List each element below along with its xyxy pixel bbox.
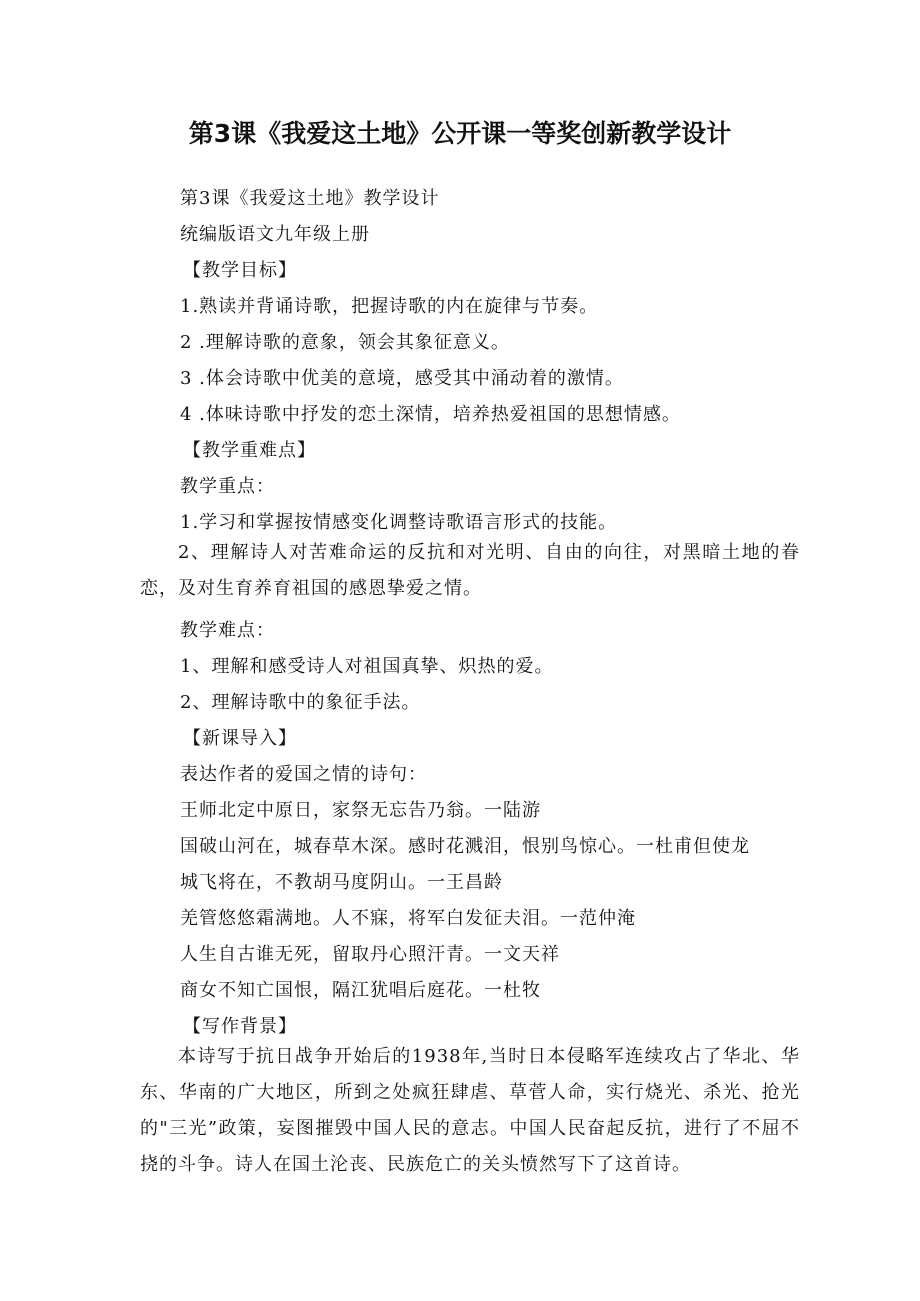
intro-lead: 表达作者的爱国之情的诗句： <box>180 764 427 785</box>
key-points-heading: 【教学重难点】 <box>183 440 316 461</box>
poem-line: 商女不知亡国恨，隔江犹唱后庭花。一杜牧 <box>180 980 541 1001</box>
goal-item: 4 .体味诗歌中抒发的恋土深情，培养热爱祖国的思想情感。 <box>180 404 681 425</box>
poem-line: 国破山河在，城春草木深。感时花溅泪，恨别鸟惊心。一杜甫但使龙 <box>180 836 750 857</box>
intro-heading: 【新课导入】 <box>183 728 297 749</box>
focus-item: 1.学习和掌握按情感变化调整诗歌语言形式的技能。 <box>180 512 618 533</box>
poem-line: 王师北定中原日，家祭无忘告乃翁。一陆游 <box>180 800 541 821</box>
textbook-edition: 统编版语文九年级上册 <box>180 224 370 245</box>
poem-line: 城飞将在，不教胡马度阴山。一王昌龄 <box>180 872 503 893</box>
goal-item: 2 .理解诗歌的意象，领会其象征意义。 <box>180 332 510 353</box>
goal-item: 3 .体会诗歌中优美的意境，感受其中涌动着的激情。 <box>180 368 624 389</box>
goals-heading: 【教学目标】 <box>183 260 297 281</box>
background-heading: 【写作背景】 <box>183 1016 297 1037</box>
poem-line: 人生自古谁无死，留取丹心照汗青。一文天祥 <box>180 944 560 965</box>
goal-item: 1.熟读并背诵诗歌，把握诗歌的内在旋律与节奏。 <box>180 296 599 317</box>
focus-label: 教学重点： <box>180 476 275 497</box>
lesson-subtitle: 第3课《我爱这土地》教学设计 <box>180 188 440 209</box>
focus-item: 2、理解诗人对苦难命运的反抗和对光明、自由的向往，对黑暗土地的眷恋，及对生育养育祖国的感恩挚爱之情。 <box>140 542 800 599</box>
background-paragraph: 本诗写于抗日战争开始后的1938年,当时日本侵略军连续攻占了华北、华东、华南的广大地区，所到之处疯狂肆虐、草菅人命，实行烧光、杀光、抢光的"三光”政策，妄图摧毁中国人民的意志。中国人民奋起反抗，进行了不屈不挠的斗争。诗人在国土沦丧、民族危亡的关头愤然写下了这首诗。 <box>140 1046 800 1175</box>
difficulty-item: 1、理解和感受诗人对祖国真挚、炽热的爱。 <box>180 656 554 677</box>
document-title: 第3课《我爱这土地》公开课一等奖创新教学设计 <box>188 119 732 148</box>
poem-line: 羌管悠悠霜满地。人不寐，将军白发征夫泪。一范仲淹 <box>180 908 636 929</box>
difficulty-item: 2、理解诗歌中的象征手法。 <box>180 692 421 713</box>
difficulty-label: 教学难点： <box>180 620 275 641</box>
